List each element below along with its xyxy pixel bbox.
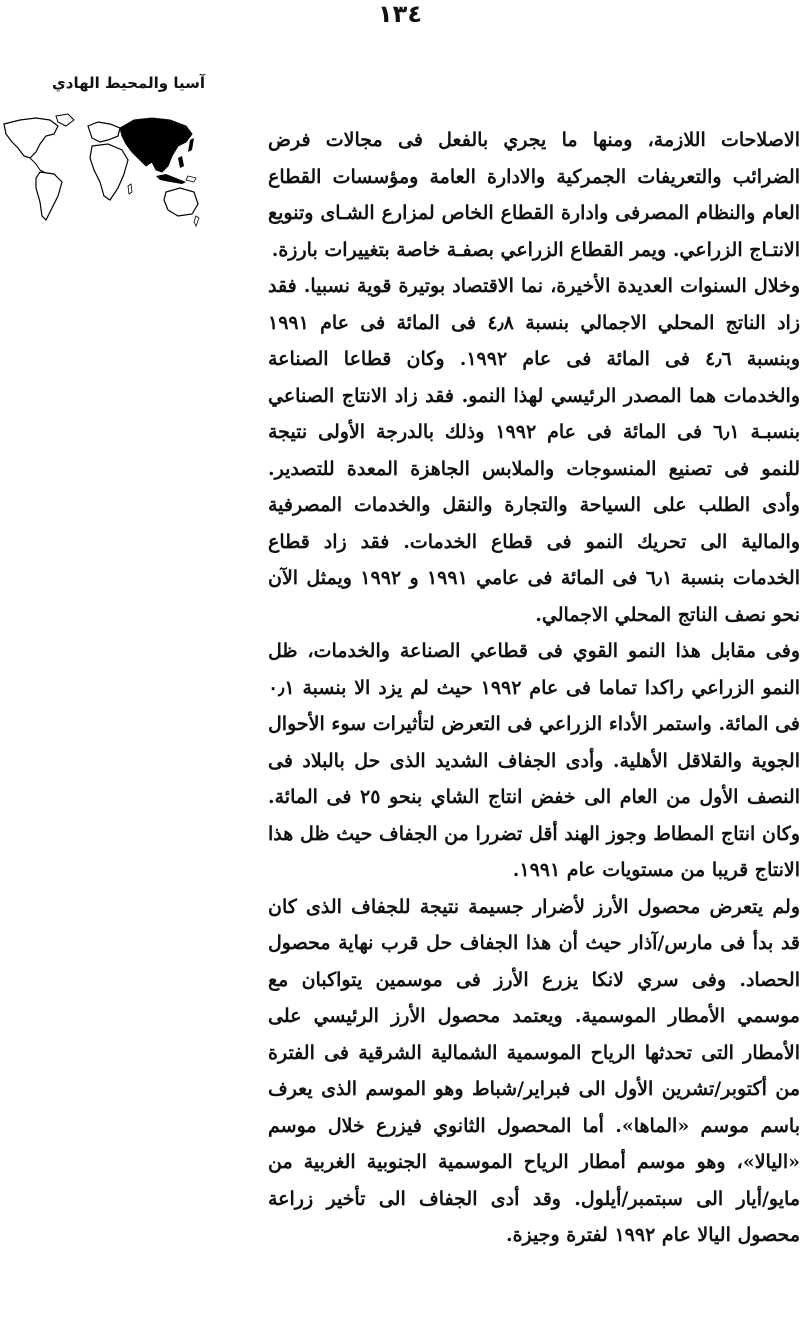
africa-shape xyxy=(90,144,128,200)
new-zealand-shape xyxy=(194,216,199,226)
madagascar-shape xyxy=(128,184,132,194)
north-america-shape xyxy=(4,118,58,158)
paragraph-3: وفى مقابل هذا النمو القوي فى قطاعي الصناعة والخدمات، ظل النمو الزراعي راكدا تماما فى عام ١٩٩٢ حيث لم يزد الا بنسبة ٠٫١ فى المائة. واستمر الأداء الزراعي فى التعرض لتأثيرات سوء الأحوال الجوية والقلاقل الأهلية. وأدى الجفاف الشديد الذى حل بالبلاد فى النصف الأول من العام الى خفض انتاج الشاي بنحو ٢٥ فى المائة. وكان انتاج المطاط وجوز الهند أقل تضررا من الجفاف حيث ظل هذا الانتاج قريبا من مستويات عام ١٩٩١. xyxy=(268,640,800,881)
paragraph-2: وخلال السنوات العديدة الأخيرة، نما الاقتصاد بوتيرة قوية نسبيا. فقد زاد الناتج المحلي الاجمالي بنسبة ٤٫٨ فى المائة فى عام ١٩٩١ وبنسبة ٤٫٦ فى المائة فى عام ١٩٩٢. وكان قطاعا الصناعة والخدمات هما المصدر الرئيسي لهذا النمو. فقد زاد الانتاج الصناعي بنسبـة ٦٫١ فى المائة فى عام ١٩٩٢ وذلك بالدرجة الأولى نتيجة للنمو فى تصنيع المنسوجات والملابس الجاهزة المعدة للتصدير. وأدى الطلب على السياحة والتجارة والنقل والخدمات المصرفية والمالية الى تحريك النمو فى قطاع الخدمات. فقد زاد قطاع الخدمات بنسبة ٦٫١ فى المائة فى عامي ١٩٩١ و ١٩٩٢ ويمثل الآن نحو نصف الناتج المحلي الاجمالي. xyxy=(268,275,800,626)
world-map-icon xyxy=(0,112,200,232)
pacific-islands-shape xyxy=(186,176,196,182)
philippines-shape xyxy=(178,156,184,168)
japan-shape xyxy=(188,138,194,152)
section-header: آسيا والمحيط الهادي xyxy=(52,74,205,92)
europe-shape xyxy=(88,122,120,142)
greenland-shape xyxy=(56,114,74,126)
paragraph-4: ولم يتعرض محصول الأرز لأضرار جسيمة نتيجة للجفاف الذى كان قد بدأ فى مارس/آذار حيث أن هذا الجفاف حل قرب نهاية محصول الحصاد. وفى سري لانكا يزرع الأرز فى موسمين يتواكبان مع موسمي الأمطار الموسمية. ويعتمد محصول الأرز الرئيسي على الأمطار التى تحدثها الرياح الموسمية الشمالية الشرقية فى الفترة من أكتوبر/تشرين الأول الى فبراير/شباط وهو الموسم الذى يعرف باسم موسم «الماها». أما المحصول الثانوي فيزرع خلال موسم «اليالا»، وهو موسم أمطار الرياح الموسمية الجنوبية الغربية من مايو/أيار الى سبتمبر/أيلول. وقد أدى الجفاف الى تأخير زراعة محصول اليالا عام ١٩٩٢ لفترة وجيزة. xyxy=(268,895,800,1246)
indonesia-shape xyxy=(156,174,186,184)
central-america-shape xyxy=(30,158,44,172)
south-america-shape xyxy=(36,172,62,220)
page-number: ١٣٤ xyxy=(378,0,422,28)
australia-shape xyxy=(164,188,198,216)
article-body xyxy=(268,122,800,1254)
paragraph-1: الاصلاحات اللازمة، ومنها ما يجري بالفعل فى مجالات فرض الضرائب والتعريفات الجمركية والادارة العامة ومؤسسات القطاع العام والنظام المصرفى وادارة القطاع الخاص لمزارع الشـاى وتنويع الانتـاج الزراعي. ويمر القطاع الزراعي بصفـة خاصة بتغييرات بارزة. xyxy=(268,129,800,261)
